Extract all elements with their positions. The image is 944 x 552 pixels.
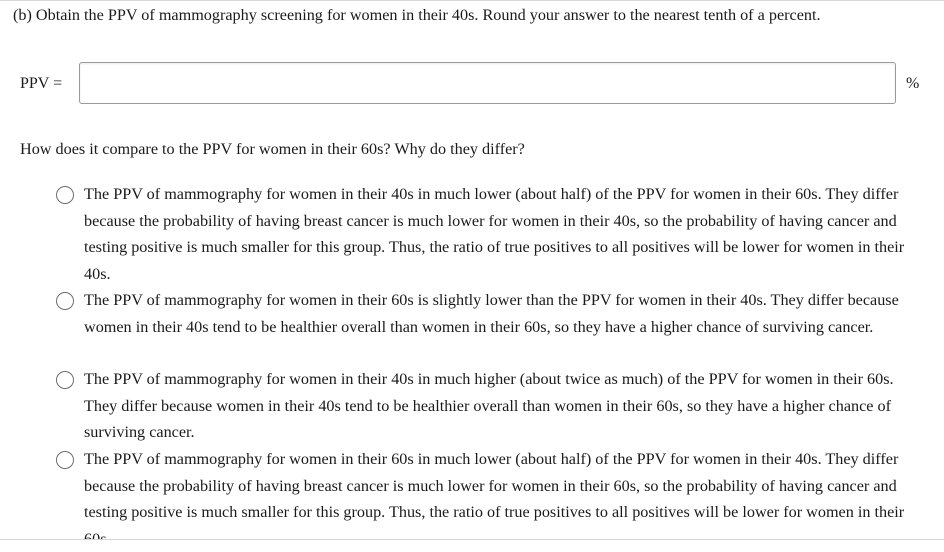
ppv-label: PPV = [20, 75, 63, 92]
option-1-text[interactable]: The PPV of mammography for women in their 40s in much lower (about half) of the PPV for women in their 60s. They differ because the probability of having breast cancer is much lower for women in their 40s, so the probability of having cancer and testing positive is much smaller for this group. Thus, the ratio of true positives to all positives will be lower for women in their 40s. [84, 185, 905, 283]
option-3-radio[interactable] [56, 371, 74, 389]
top-divider [0, 0, 944, 1]
percent-unit: % [906, 75, 920, 92]
comparison-question: How does it compare to the PPV for women in their 60s? Why do they differ? [20, 140, 525, 158]
question-prompt: (b) Obtain the PPV of mammography screening for women in their 40s. Round your answer to the nearest tenth of a percent. [13, 6, 821, 24]
option-2-text[interactable]: The PPV of mammography for women in their 60s is slightly lower than the PPV for women in their 40s. They differ because women in their 40s tend to be healthier overall than women in their 60s, so they have a higher chance of surviving cancer. [84, 291, 899, 336]
option-1-radio[interactable] [56, 186, 74, 204]
option-2-radio[interactable] [56, 292, 74, 310]
option-4-text[interactable]: The PPV of mammography for women in their 60s in much lower (about half) of the PPV for women in their 40s. They differ because the probability of having breast cancer is much lower for women in their 60s, so the probability of having cancer and testing positive is much smaller for this group. Thus, the ratio of true positives to all positives will be lower for women in their [84, 450, 905, 521]
option-3-text[interactable]: The PPV of mammography for women in their 40s in much higher (about twice as much) of the PPV for women in their 60s. They differ because women in their 40s tend to be healthier overall than women in their 60s, so they have a higher chance of surviving cancer. [84, 370, 894, 441]
option-4-radio[interactable] [56, 451, 74, 469]
ppv-answer-row [0, 62, 944, 104]
ppv-input[interactable] [79, 62, 896, 104]
